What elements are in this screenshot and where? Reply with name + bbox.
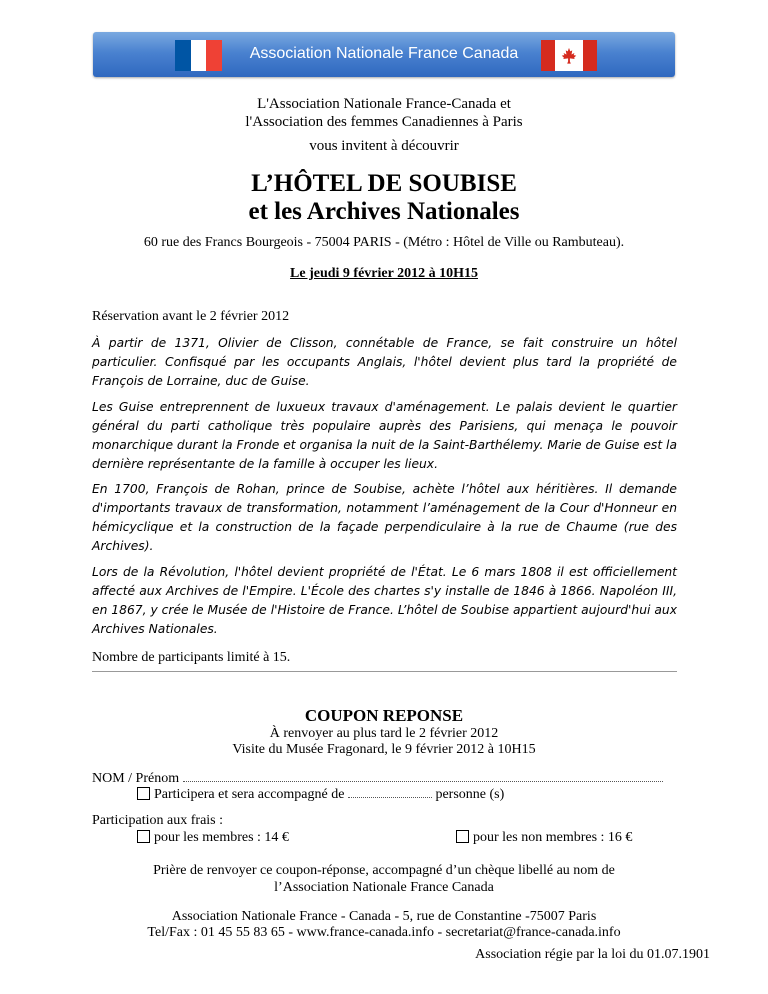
footer-law: Association régie par la loi du 01.07.1901	[475, 947, 710, 962]
participate-checkbox[interactable]	[137, 787, 150, 800]
coupon-title: COUPON REPONSE	[304, 706, 464, 725]
reservation-deadline: Réservation avant le 2 février 2012	[92, 309, 290, 324]
banner-title: Association Nationale France Canada	[249, 45, 519, 62]
history-paragraph-2: Les Guise entreprennent de luxueux travaux d'aménagement. Le palais devient le quartier général du parti catholique très populaire auprès des Parisiens, qui menaça le pouvoir monarchique durant la Fronde et organisa la nuit de la Saint-Barthélemy. Marie de Guise est la dernière représentante de la famille à occuper les lieux.	[92, 400, 678, 471]
event-title: L’HÔTEL DE SOUBISE	[251, 170, 517, 197]
companions-count-field[interactable]	[348, 787, 432, 798]
coupon-return-deadline: À renvoyer au plus tard le 2 février 2012	[269, 726, 499, 741]
participate-label: Participera et sera accompagné de	[154, 787, 345, 802]
event-subtitle: et les Archives Nationales	[248, 198, 520, 225]
intro-line-1: L'Association Nationale France-Canada et	[257, 96, 511, 112]
history-paragraph-4: Lors de la Révolution, l'hôtel devient propriété de l'État. Le 6 mars 1808 il est officiellement affecté aux Archives de l'Empire. L'École des chartes s'y installe de 1846 à 1866. Napoléon III, en 1867, y crée le Musée de l'Histoire de France. L’hôtel de Soubise appartient aujourd'hui aux Archives Nationales.	[92, 565, 677, 636]
return-instructions-1: Prière de renvoyer ce coupon-réponse, accompagné d’un chèque libellé au nom de	[153, 863, 615, 878]
fees-label: Participation aux frais :	[92, 813, 224, 828]
participants-limit: Nombre de participants limité à 15.	[92, 650, 291, 665]
canada-flag-icon	[541, 40, 597, 71]
header-banner	[93, 32, 675, 77]
intro-line-2: l'Association des femmes Canadiennes à Paris	[245, 114, 523, 130]
members-fee-label: pour les membres : 14 €	[154, 830, 289, 845]
event-date: Le jeudi 9 février 2012 à 10H15	[290, 266, 478, 281]
members-option	[137, 829, 289, 846]
nonmembers-option	[456, 829, 632, 846]
history-paragraph-1: À partir de 1371, Olivier de Clisson, connétable de France, se fait construire un hôtel particulier. Confisqué par les occupants Anglais, l'hôtel devient plus tard la propriété de François de Lorraine, duc de Guise.	[92, 336, 677, 388]
footer-address: Association Nationale France - Canada - 5, rue de Constantine -75007 Paris	[171, 909, 597, 924]
nonmembers-fee-label: pour les non membres : 16 €	[473, 830, 633, 845]
history-paragraph-3: En 1700, François de Rohan, prince de Soubise, achète l’hôtel aux héritières. Il demande d'importants travaux de transformation, notamment l’aménagement de la Cour d'Honneur en hémicyclique et la construction de la façade perpendiculaire à la rue de Chaume (rue des Archives).	[92, 482, 677, 553]
divider	[92, 671, 677, 672]
members-checkbox[interactable]	[137, 830, 150, 843]
participate-suffix: personne (s)	[435, 787, 505, 802]
participate-row	[137, 786, 504, 803]
footer-contact: Tel/Fax : 01 45 55 83 65 - www.france-canada.info - secretariat@france-canada.info	[147, 925, 621, 940]
name-row	[92, 770, 677, 787]
coupon-visit-info: Visite du Musée Fragonard, le 9 février 2012 à 10H15	[232, 742, 536, 757]
name-label: NOM / Prénom	[92, 771, 180, 786]
name-field[interactable]	[183, 771, 663, 782]
return-instructions-2: l’Association Nationale France Canada	[274, 880, 494, 895]
nonmembers-checkbox[interactable]	[456, 830, 469, 843]
event-address: 60 rue des Francs Bourgeois - 75004 PARIS - (Métro : Hôtel de Ville ou Rambuteau).	[143, 235, 625, 250]
intro-line-3: vous invitent à découvrir	[309, 138, 459, 154]
maple-leaf-icon	[560, 47, 578, 65]
